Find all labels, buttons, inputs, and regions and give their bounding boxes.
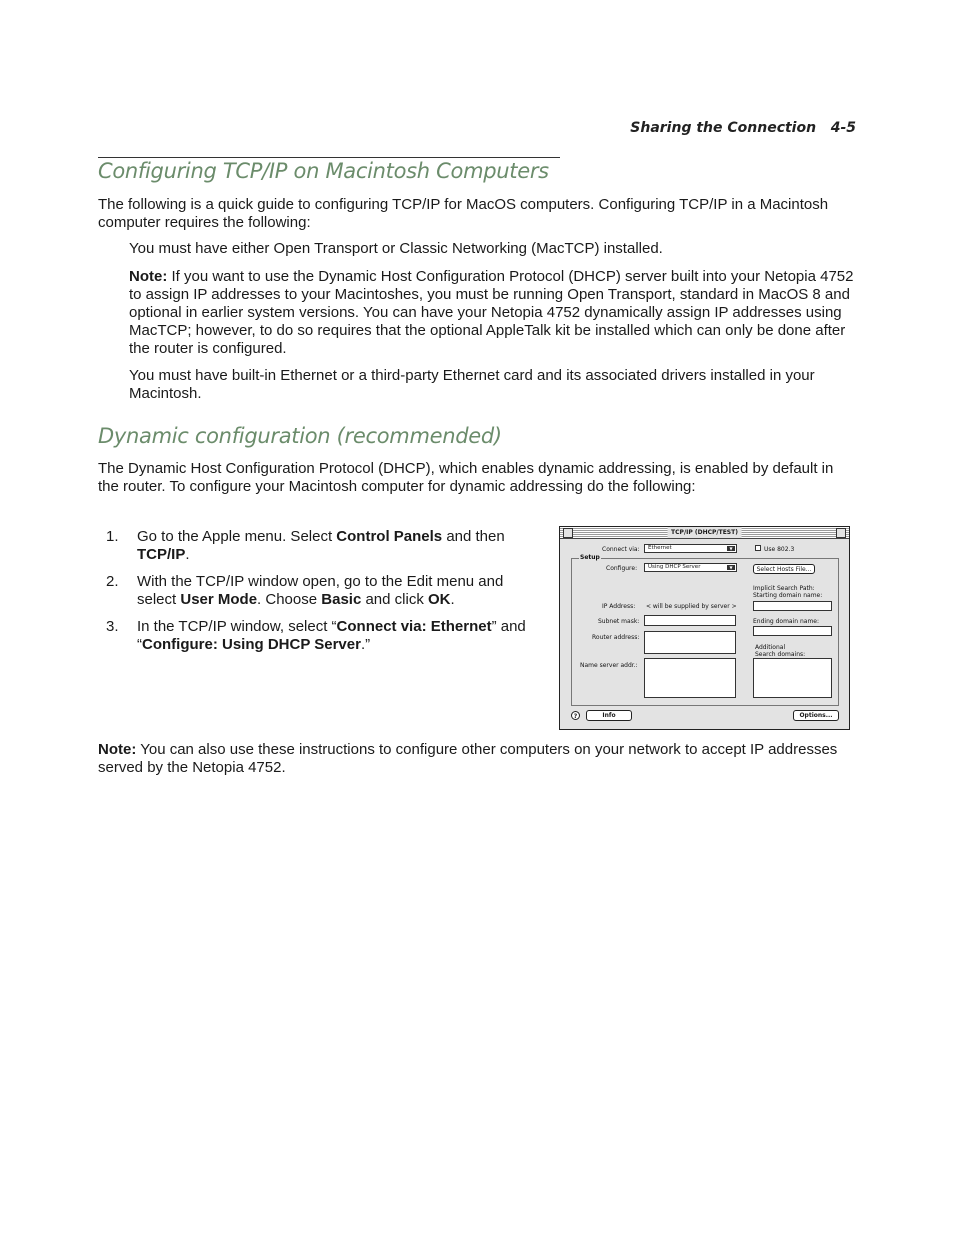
connect-via-popup[interactable]: Ethernet ▼ [644,544,737,553]
running-title: Sharing the Connection [630,120,817,136]
zoom-box-icon [836,528,846,538]
subnet-mask-label: Subnet mask: [598,618,640,625]
step-1: 1. Go to the Apple menu. Select Control Panels and then TCP/IP. [106,528,505,563]
router-address-label: Router address: [592,634,640,641]
ending-domain-label: Ending domain name: [753,618,820,625]
section-rule [98,157,560,158]
requirement-open-transport: You must have either Open Transport or Classic Networking (MacTCP) installed. [129,240,663,257]
chevron-down-icon: ▼ [727,546,735,551]
search-domains-label: Search domains: [755,651,806,658]
ip-address-value: < will be supplied by server > [646,603,737,610]
footer-note-label: Note: [98,741,137,758]
requirement-ethernet: You must have built-in Ethernet or a third-party Ethernet card and its associated drivers installed in your Macintosh. [129,367,815,402]
section-title-dynamic: Dynamic configuration (recommended) [98,424,502,448]
section-title-tcpip: Configuring TCP/IP on Macintosh Computers [98,159,549,183]
configure-label: Configure: [606,565,638,572]
options-button[interactable]: Options... [793,710,839,721]
name-server-field[interactable] [644,658,736,698]
subnet-mask-field[interactable] [644,615,736,626]
use-8023-label: Use 802.3 [764,546,795,553]
dialog-titlebar [560,527,849,539]
step-2: 2. With the TCP/IP window open, go to the Edit menu and select User Mode. Choose Basic and click OK. [106,573,504,608]
chevron-down-icon: ▼ [727,565,735,570]
running-header [560,120,856,136]
close-box-icon [563,528,573,538]
starting-domain-label: Starting domain name: [753,592,823,599]
footer-note [98,741,860,777]
section1-intro: The following is a quick guide to configuring TCP/IP for MacOS computers. Configuring TCP/IP in a Macintosh computer requires the following: [98,196,829,231]
name-server-label: Name server addr.: [580,662,638,669]
footer-note-text: You can also use these instructions to configure other computers on your network to accept IP addresses served by the Netopia 4752. [98,741,838,776]
configure-popup[interactable]: Using DHCP Server ▼ [644,563,737,572]
note-label: Note: [129,268,168,285]
ending-domain-field[interactable] [753,626,832,636]
tcpip-dialog-screenshot [559,526,850,730]
page-number: 4-5 [830,120,856,136]
select-hosts-file-button[interactable]: Select Hosts File... [753,564,815,574]
implicit-search-label: Implicit Search Path: [753,585,815,592]
connect-via-label: Connect via: [602,546,640,553]
setup-label: Setup [580,554,600,561]
additional-label: Additional [755,644,786,651]
help-icon[interactable]: ? [571,711,580,720]
router-address-field[interactable] [644,631,736,654]
steps-list [106,528,538,654]
dialog-title: TCP/IP (DHCP/TEST) [667,527,742,538]
ip-address-label: IP Address: [602,603,636,610]
use-8023-checkbox[interactable] [755,545,761,551]
starting-domain-field[interactable] [753,601,832,611]
dhcp-note [129,268,859,358]
search-domains-field[interactable] [753,658,832,698]
step-3: 3. In the TCP/IP window, select “Connect via: Ethernet” and “Configure: Using DHCP Server.” [106,618,526,653]
note-text: If you want to use the Dynamic Host Configuration Protocol (DHCP) server built into your Netopia 4752 to assign IP addresses to your Macintoshes, you must be running Open Transport, standard in MacOS 8 and optional in earlier system versions. You can have your Netopia 4752 dynamically assign IP addresses using MacTCP; however, to do so requires that the optional AppleTalk kit be installed which can only be done after the router is configured. [129,268,854,357]
section2-intro: The Dynamic Host Configuration Protocol (DHCP), which enables dynamic addressing, is enabled by default in the router. To configure your Macintosh computer for dynamic addressing do the following: [98,460,834,495]
info-button[interactable]: Info [586,710,632,721]
